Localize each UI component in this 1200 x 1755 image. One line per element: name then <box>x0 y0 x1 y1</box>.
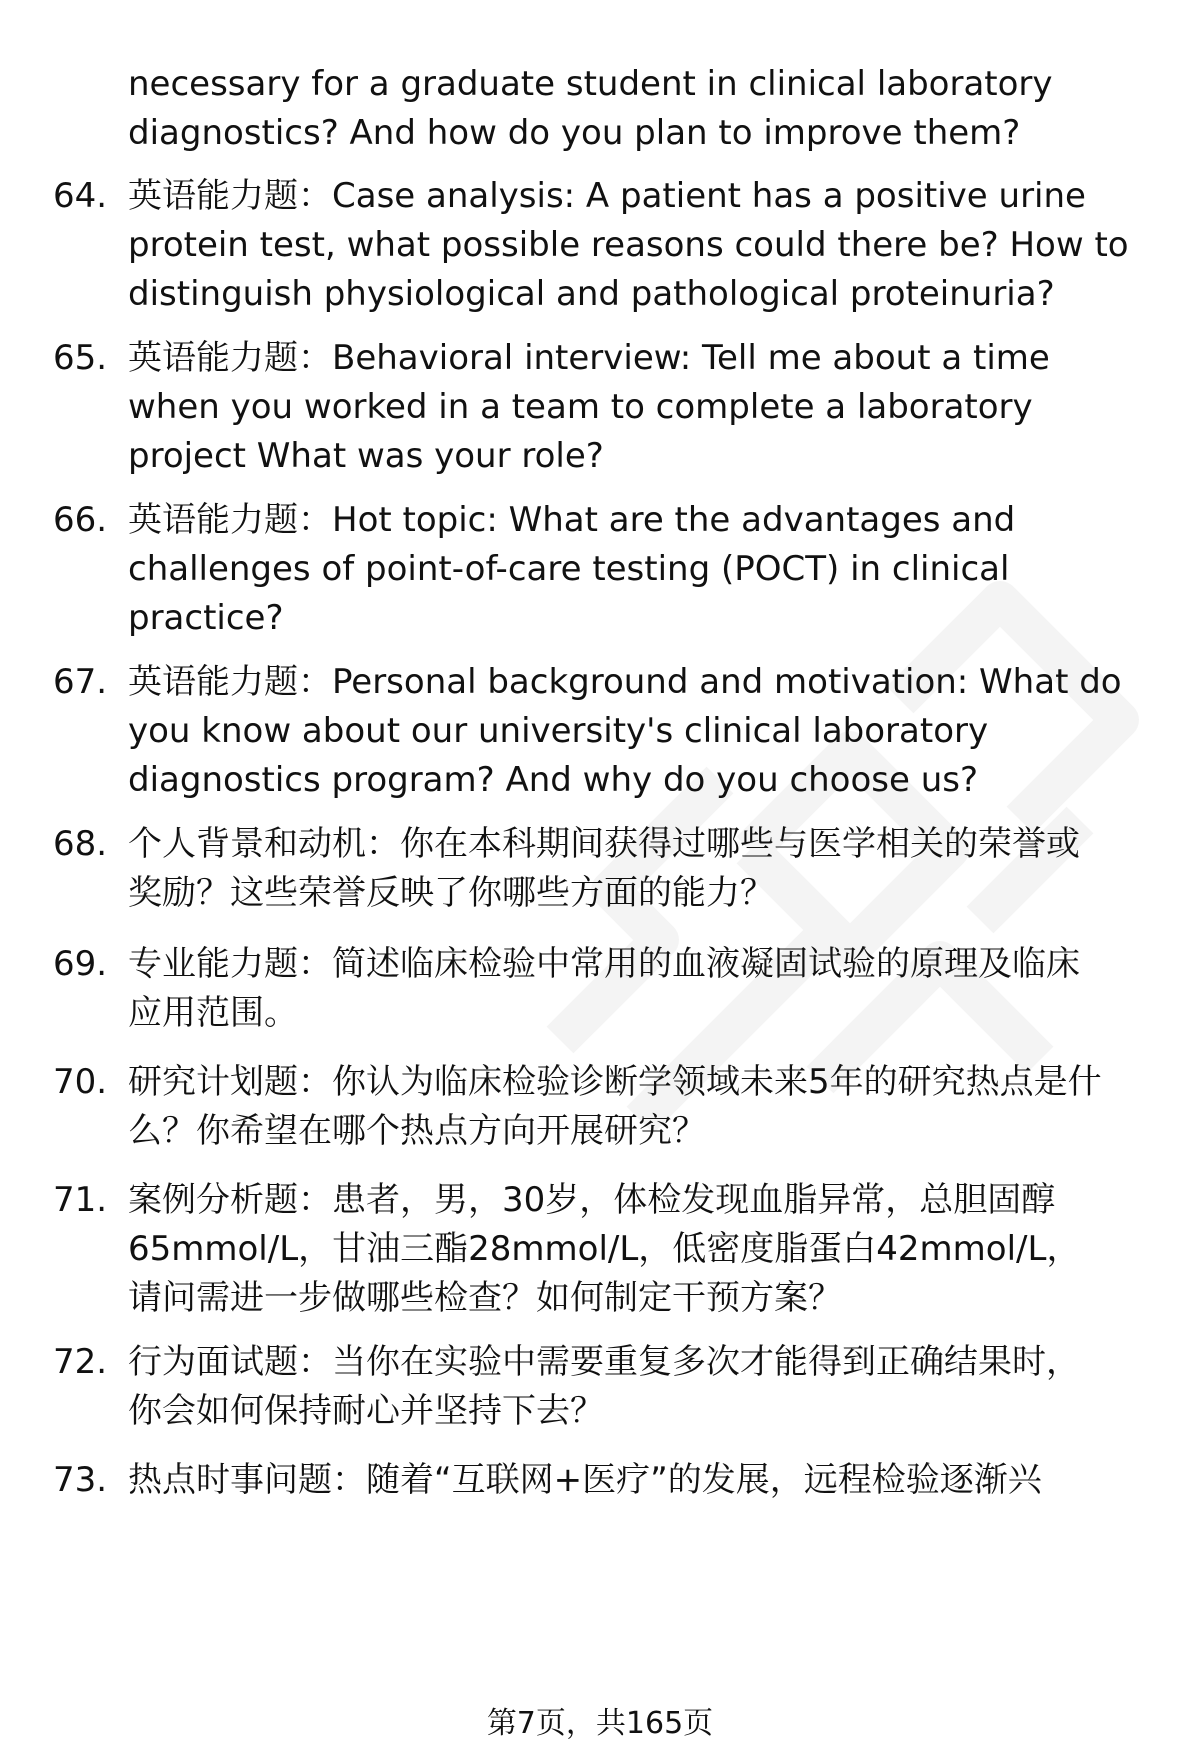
question-number: 73. <box>53 1460 108 1500</box>
question-text: 热点时事问题：随着“互联网+医疗”的发展，远程检验逐渐兴 <box>128 1460 1042 1500</box>
intro-text: necessary for a graduate student in clinical laboratory diagnostics? And how do you plan to improve them? <box>128 64 1053 153</box>
question-number: 71. <box>53 1180 108 1220</box>
question-text: 专业能力题：简述临床检验中常用的血液凝固试验的原理及临床 应用范围。 <box>128 944 1080 1033</box>
question-number: 72. <box>53 1342 108 1382</box>
question-number: 65. <box>53 338 108 378</box>
question-number: 68. <box>53 824 108 864</box>
question-number: 70. <box>53 1062 108 1102</box>
question-text: 案例分析题：患者，男，30岁，体检发现血脂异常，总胆固醇 65mmol/L，甘油三酯28mmol/L，低密度脂蛋白42mmol/L， 请问需进一步做哪些检查？如何制定干预方案？ <box>128 1180 1081 1318</box>
question-number: 67. <box>53 662 108 702</box>
page-footer: 第7页，共165页 <box>486 1706 714 1741</box>
question-text: 个人背景和动机：你在本科期间获得过哪些与医学相关的荣誉或 奖励？这些荣誉反映了你哪些方面的能力？ <box>128 824 1080 913</box>
question-text: 英语能力题：Hot topic: What are the advantages and challenges of point-of-care testing (POCT) in clinical practice? <box>128 500 1016 638</box>
question-text: 英语能力题：Case analysis: A patient has a positive urine protein test, what possible reasons could there be? How to distinguish physiological and pathological proteinuria? <box>128 176 1129 314</box>
question-number: 64. <box>53 176 108 216</box>
question-number: 69. <box>53 944 108 984</box>
question-text: 英语能力题：Behavioral interview: Tell me about a time when you worked in a team to complete a laboratory project What was your role? <box>128 338 1050 476</box>
question-text: 研究计划题：你认为临床检验诊断学领域未来5年的研究热点是什 么？你希望在哪个热点方向开展研究？ <box>128 1062 1102 1151</box>
question-text: 英语能力题：Personal background and motivation: What do you know about our university's clinical laboratory diagnostics program? And why do you choose us? <box>128 662 1122 800</box>
question-number: 66. <box>53 500 108 540</box>
question-text: 行为面试题：当你在实验中需要重复多次才能得到正确结果时， 你会如何保持耐心并坚持下去？ <box>128 1342 1080 1431</box>
